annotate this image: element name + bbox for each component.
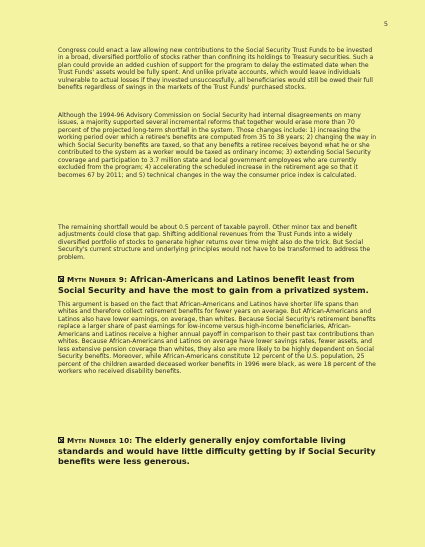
paragraph-remaining-shortfall: The remaining shortfall would be about 0.5 percent of taxable payroll. Other minor tax and benefit adjustments could close that gap. Shifting additional revenues from the Trust Funds into a widely diversified portfolio of stocks to generate higher returns over time might also do the trick. But Social Security's current structure and underlying principles would not have to be transformed to address the problem.	[58, 224, 371, 261]
paragraph-trust-fund-investment: Congress could enact a law allowing new contributions to the Social Security Trust Funds to be invested in a broad, diversified portfolio of stocks rather than confining its holdings to Treasury securities. Such a plan could provide an added cushion of support for the program to delay the estimated date when the Trust Funds' assets would be fully spent. And unlike private accounts, which would leave individuals vulnerable to actual losses if they invested unsuccessfully, all beneficiaries would still be owed their full benefits regardless of swings in the markets of the Trust Funds' purchased stocks.	[58, 47, 374, 92]
checked-box-icon	[58, 437, 64, 443]
myth-9-label: Myth Number 9:	[67, 275, 128, 284]
myth-10-heading	[58, 435, 378, 466]
paragraph-advisory-commission: Although the 1994-96 Advisory Commission on Social Security had internal disagreements on many issues, a majority supported several incremental reforms that together would erase more than 70 percent of the projected long-term shortfall in the system. Those changes include: 1) increasing the working period over which a retiree's benefits are computed from 35 to 38 years; 2) changing the way in which Social Security benefits are taxed, so that any benefits a retiree receives beyond what he or she contributed to the system as a worker would be taxed as ordinary income; 3) extending Social Security coverage and participation to 3.7 million state and local government employees who are currently excluded from the program; 4) accelerating the scheduled increase in the retirement age so that it becomes 67 by 2011; and 5) technical changes in the way the consumer price index is calculated.	[58, 112, 377, 179]
myth-9-section	[58, 274, 378, 384]
checked-box-icon	[58, 276, 64, 282]
myth-10-title: The elderly generally enjoy comfortable living standards and would have little difficulty getting by if Social Security benefits were less generous.	[58, 435, 376, 466]
myth-9-title: African-Americans and Latinos benefit least from Social Security and have the most to gain from a privatized system.	[58, 274, 369, 295]
myth-9-heading	[58, 274, 378, 295]
myth-10-label: Myth Number 10:	[67, 436, 133, 445]
paragraph-myth-9-response: This argument is based on the fact that African-Americans and Latinos have shorter life spans than whites and therefore collect retirement benefits for fewer years on average. But African-Americans and Latinos also have lower earnings, on average, than whites. Because Social Security's retirement benefits replace a larger share of past earnings for low-income versus high-income beneficiaries, African-Americans and Latinos receive a higher annual payoff in comparison to their past tax contributions than whites. Because African-Americans and Latinos on average have lower savings rates, fewer assets, and less extensive pension coverage than whites, they also are more likely to be highly dependent on Social Security benefits. Moreover, while African-Americans constitute 12 percent of the U.S. population, 25 percent of the children awarded deceased worker benefits in 1996 were black, as were 18 percent of the workers who received disability benefits.	[58, 301, 376, 376]
myth-10-section	[58, 435, 378, 472]
page-number: 5	[383, 20, 388, 28]
